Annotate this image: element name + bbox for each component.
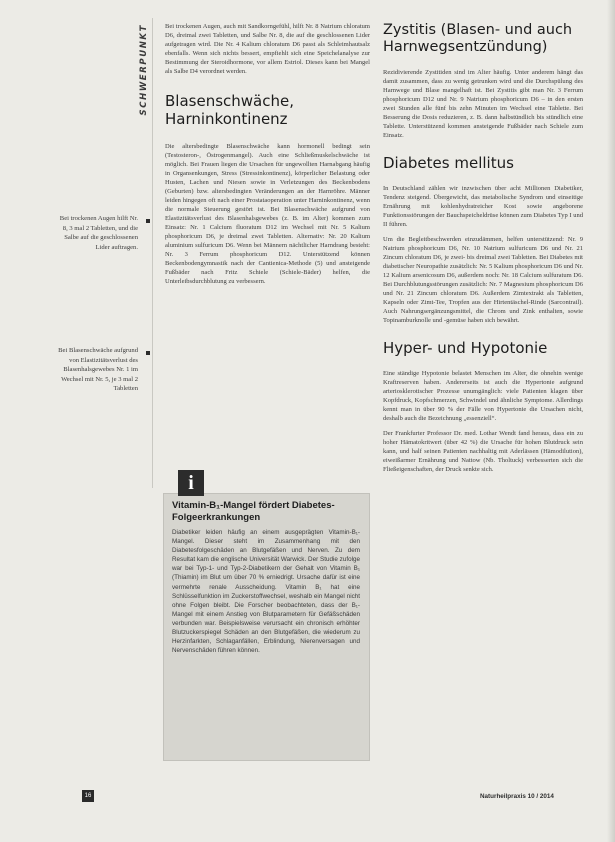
section-heading-cystitis: Zystitis (Blasen- und auch Harnwegsentzündung) [383,22,573,55]
intro-paragraph: Bei trockenen Augen, auch mit Sandkorngefühl, hilft Nr. 8 Natrium chloratum D6, dreimal zwei Tabletten, und Salbe Nr. 8, die auf die geschlossenen Lider aufgetragen wird. Die Nr. 4 Kalium chloratum D6 passt als Schleimhautsalz ebenfalls. Wenn sich nichts bessert, empfiehlt sich eine Speichelanalyse zur Bestimmung der Steroidhormone, vor allem Estriol. Dieses kann bei Mangel als Salbe D4 verordnet werden. [165,23,370,75]
diabetes-paragraph-1: In Deutschland zählen wir inzwischen über acht Millionen Diabetiker, Tendenz steigend. Übergewicht, das metabolische Syndrom und einseitige Ernährung mit kohlenhydratreicher Kost sowie angeborene Funktionsstörungen der Bauchspeicheldrüse können zum Diabetes Typ I und II führen. [383,185,583,228]
section-heading-diabetes: Diabetes mellitus [383,154,514,172]
page-edge-shadow [607,0,615,842]
middle-column [165,22,370,292]
info-box-text: Diabetiker leiden häufig an einem ausgeprägten Vitamin-B₁-Mangel. Dieser steht im Zusammenhang mit den Diabetesfolgeschäden an Blutgefäßen und Nerven. Zu dem Resultat kam die englische Universität Warwick. Der Studie zufolge war bei Typ-1- und Typ-2-Diabetikern der Gehalt von Vitamin B₁ (Thiamin) im Blut um über 70 % erniedrigt. Ursache dafür ist eine vermehrte renale Ausscheidung. Vitamin B₁ hat eine Schlüsselfunktion im Zuckerstoffwechsel, weshalb ein Mangel nicht ohne Folgen bleibt. Die Forscher beobachteten, dass der B₁-Mangel mit einem Anstieg von Blutparametern für Gefäßschäden verbunden war. Beispielsweise verursacht ein chronisch erhöhter Blutzuckerspiegel Schäden an den Blutgefäßen, die wiederum zu Herzinfarkten, Schlaganfällen, Erblindung, Nierenversagen und Nervenschäden führen können. [172,529,360,655]
margin-bullet [146,351,150,355]
margin-note-dry-eyes: Bei trockenen Augen hilft Nr. 8, 3 mal 2 Tabletten, und die Salbe auf die geschlossenen Lider auftragen. [59,215,138,251]
bladder-paragraph: Die altersbedingte Blasenschwäche kann hormonell bedingt sein (Testosteron-, Östrogenmangel). Auch eine Schließmuskelschwäche ist möglich. Bei Frauen liegen die Ursachen für ungewollten Harnabgang häufig in Organsenkungen, Stress (Stressinkontinenz), körperlicher Belastung oder Husten, Lachen und Niesen sowie in Verletzungen des Beckenbodens (Geburten) bzw. altersbedingten Veränderungen an der Harnröhre. Männer leiden hingegen oft nach einer Prostataoperation unter Harninkontinenz, wenn die normale Steuerung gestört ist. Bei Blasenschwäche aufgrund von Elastizitätsverlust des Blasenhalsgewebes (z. B. im Alter) kommen zum Einsatz: Nr. 1 Calcium fluoratum D12 im Wechsel mit Nr. 5 Kalium phosphoricum D6, je dreimal zwei Tabletten. Alternativ: Nr. 20 Kalium aluminium sulfuricum D6. Wenn bei Männern nächtlicher Harndrang besteht: Nr. 3 Ferrum phosphoricum D12. Unterstützend können Beckenbodengymnastik nach der Cantienica-Methode (5) und ansteigende Fußbäder nach Fritz Schiele (Schiele-Bäder) helfen, die Unterleibsdurchblutung zu verbessern. [165,143,370,285]
section-heading-hypertension: Hyper- und Hypotonie [383,339,548,357]
diabetes-paragraph-2: Um die Begleitbeschwerden einzudämmen, helfen unterstützend: Nr. 9 Natrium phosphoricum D6, Nr. 10 Natrium sulfuricum D6 und Nr. 21 Zincum chloratum D6, je zwei- bis dreimal zwei Tabletten. Bei Diabetes mit diabetischer Neuropathie zusätzlich: Nr. 5 Kalium phosphoricum D6 und Nr. 12 Kalium arsenicosum D6, außerdem noch: Nr. 18 Calcium sulfuratum D6. Bei Durchblutungsstörungen zusätzlich: Nr. 7 Magnesium phosphoricum D6 und Nr. 21 Zincum chloratum D6. Außerdem Zimtextrakt als Tabletten, Kapseln oder Zimt-Tee, Tropfen aus der Hirtentäschel-Rinde (Sarcontrail). Auch Nahrungsergänzungsmittel, die Chrom und Zink enthalten, sowie Topinamburknolle und -gemüse haben sich bewährt. [383,236,583,324]
cystitis-paragraph: Rezidivierende Zystitiden sind im Alter häufig. Unter anderem hängt das damit zusammen, dass zu wenig getrunken wird und die Durchspülung des Harnwege und Blase mangelhaft ist. Bei Zystitis gibt man Nr. 3 Ferrum phosphoricum D12 und Nr. 9 Natrium phosphoricum D6 – in den ersten zwei Stunden alle fünf bis zehn Minuten im Wechsel eine Tablette. Bei Besserung die Dosis reduzieren, z. B. dann halbstündlich bis stündlich eine Tablette. Unterstützend kommen ansteigende Fußbäder nach Schiele zum Einsatz. [383,69,583,139]
section-tag: SCHWERPUNKT [139,24,149,116]
hypertension-paragraph-2: Der Frankfurter Professor Dr. med. Lothar Wendt fand heraus, dass ein zu hoher Hämatokritwert (über 42 %) die Ursache für hohen Blutdruck sein kann, und half seinen Patienten nachhaltig mit Aderlässen (Hämodilution), eiweißarmer Ernährung und Nattow (Nb. Tholtuck) verbesserten sich die Fließeigenschaften, der Druck senkte sich. [383,430,583,473]
info-icon: i [178,470,204,496]
info-box-title: Vitamin-B₁-Mangel fördert Diabetes-Folgeerkrankungen [172,500,335,523]
margin-bullet [146,219,150,223]
right-column [383,22,583,480]
page-number: 16 [82,790,94,802]
section-heading-bladder: Blasenschwäche, Harninkontinenz [165,92,294,128]
margin-note-bladder: Bei Blasenschwäche aufgrund von Elastizitätsverlust des Blasenhalsgewebes Nr. 1 im Wechsel mit Nr. 5, je 3 mal 2 Tabletten [58,347,138,392]
journal-footer: Naturheilpraxis 10 / 2014 [480,793,554,800]
hypertension-paragraph-1: Eine ständige Hypotonie belastet Menschen im Alter, die ohnehin wenige Kraftreserven haben. Andererseits ist auch die Hypertonie aufgrund arteriosklerotischer Prozesse unumgänglich: viele Patienten klagen über Kopfdruck, Kopfschmerzen, Schwindel und ähnliche Symptome. Allerdings kennt man in über 90 % der Fälle von Hypertonie die Ursachen nicht, deshalb auch die Bezeichnung „essenziell“. [383,370,583,422]
